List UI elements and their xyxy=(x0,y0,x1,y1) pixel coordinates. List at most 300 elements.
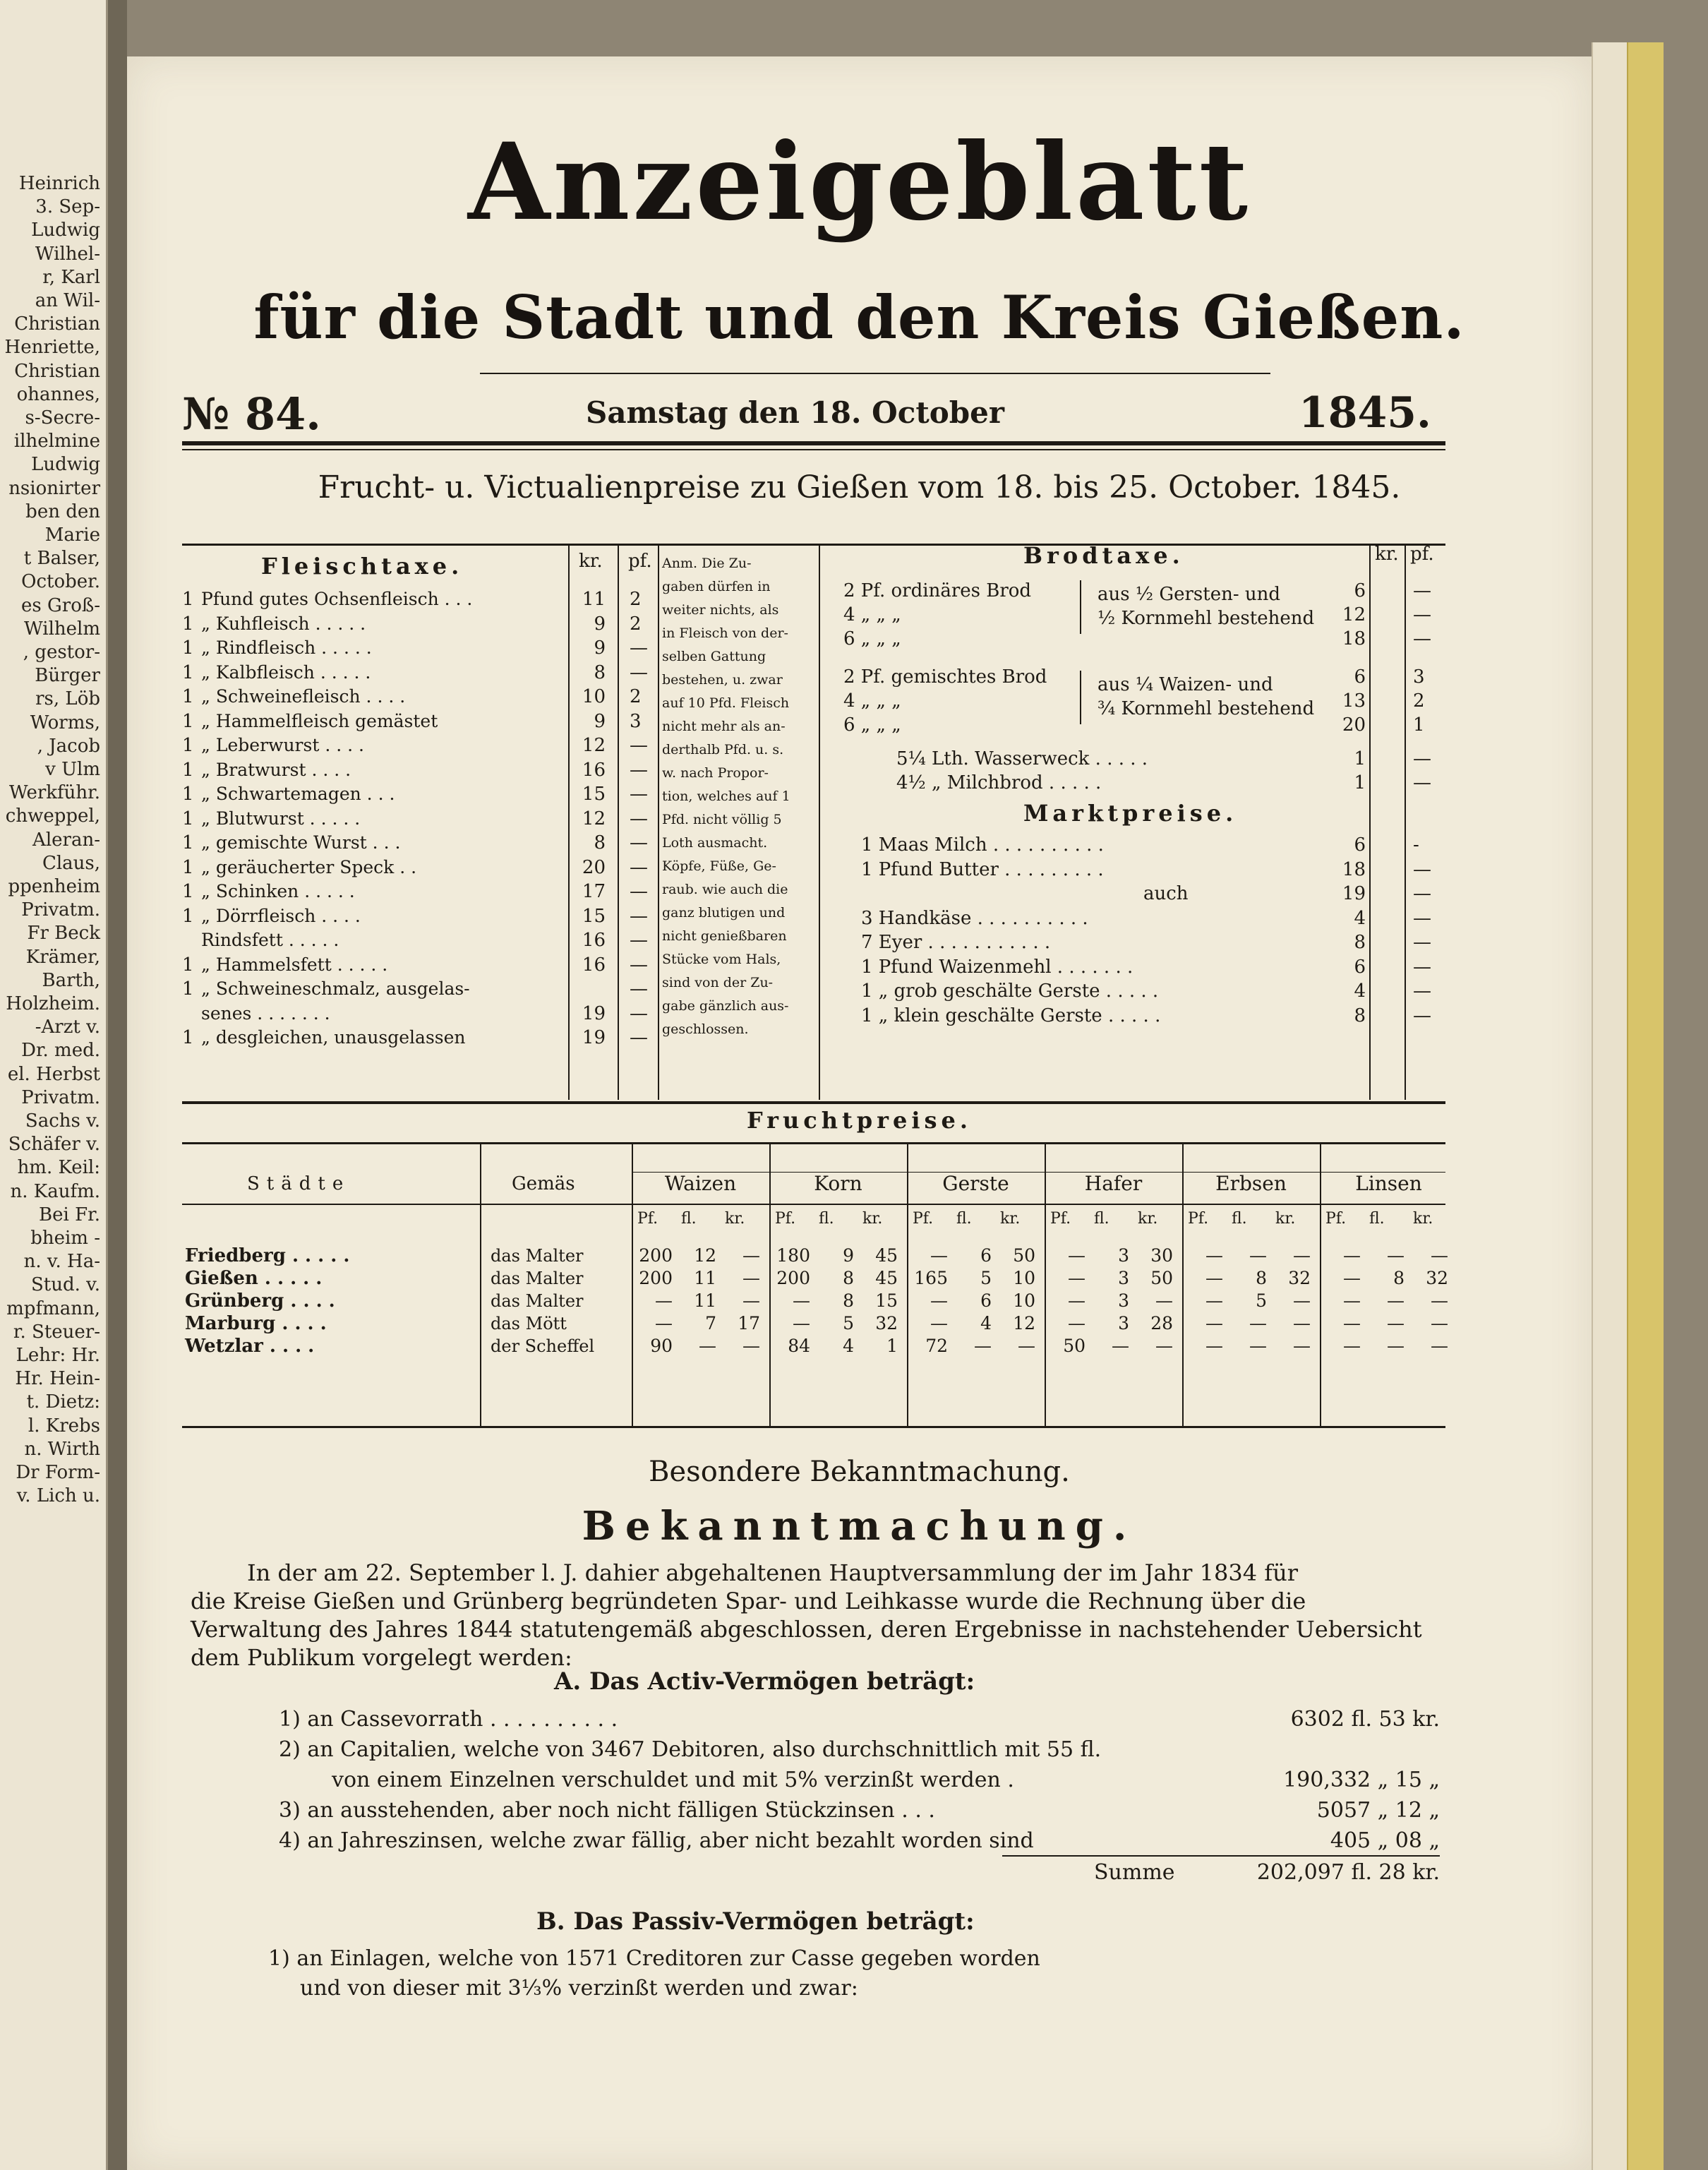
left-page-fragment: , Jacob xyxy=(37,735,100,757)
grain-subheader: kr. xyxy=(1275,1210,1296,1228)
frucht-cell: — xyxy=(1249,1336,1267,1356)
markt-kr: 8 xyxy=(1354,932,1366,953)
left-page-fragment: ohannes, xyxy=(16,383,100,405)
fleisch-kr: 9 xyxy=(594,613,606,635)
frucht-cell: — xyxy=(742,1336,760,1356)
brod-pf: — xyxy=(1413,748,1431,769)
left-page-fragment: Marie xyxy=(44,524,100,546)
frucht-cell: 32 xyxy=(875,1313,898,1333)
fleisch-kr: 19 xyxy=(582,1027,606,1048)
fruchtpreise-heading: Fruchtpreise. xyxy=(746,1107,973,1134)
left-page-fragment: nsionirter xyxy=(8,477,100,499)
frucht-cell: 84 xyxy=(788,1336,810,1356)
divider xyxy=(618,545,619,1100)
grain-subheader: fl. xyxy=(681,1210,697,1228)
frucht-cell: 4 xyxy=(843,1336,854,1356)
fleischtaxe-heading: Fleischtaxe. xyxy=(261,553,464,580)
grain-subheader: kr. xyxy=(862,1210,883,1228)
activ-amount: 6302 fl. 53 kr. xyxy=(1290,1707,1440,1732)
anmerkung-line: nicht genießbaren xyxy=(662,928,787,944)
markt-item: 1 Maas Milch . . . . . . . . . . xyxy=(861,834,1104,856)
frucht-cell: 6 xyxy=(980,1245,992,1266)
fleisch-qty: 1 xyxy=(182,856,194,878)
grain-header: Hafer xyxy=(1084,1172,1143,1195)
frucht-cell: 5 xyxy=(1256,1290,1267,1311)
frucht-cell: — xyxy=(1343,1268,1361,1288)
brod-pf: — xyxy=(1413,604,1431,625)
frucht-cell: 165 xyxy=(914,1268,948,1288)
fleisch-qty: 1 xyxy=(182,735,194,756)
fleisch-item: „ Kuhfleisch . . . . . xyxy=(201,613,366,634)
left-page-fragment: Sachs v. xyxy=(25,1110,100,1132)
left-page-fragment: n. v. Ha- xyxy=(23,1251,100,1273)
grain-subheader: Pf. xyxy=(1188,1210,1209,1228)
frucht-cell: — xyxy=(742,1268,760,1288)
activ-label: 4) an Jahreszinsen, welche zwar fällig, aber nicht bezahlt worden sind xyxy=(279,1828,1034,1853)
frucht-cell: 200 xyxy=(639,1268,673,1288)
frucht-cell: — xyxy=(1343,1336,1361,1356)
markt-kr: 4 xyxy=(1354,981,1366,1002)
brod-item: 4½ „ Milchbrod . . . . . xyxy=(896,772,1102,793)
frucht-cell: — xyxy=(1387,1336,1405,1356)
fleisch-kr: 16 xyxy=(582,954,606,976)
table-bottom-rule xyxy=(182,1101,1445,1104)
grain-subheader: fl. xyxy=(1094,1210,1109,1228)
gemaes-value: das Malter xyxy=(491,1246,584,1266)
grain-subheader: fl. xyxy=(1369,1210,1385,1228)
section-b-heading: B. Das Passiv-Vermögen beträgt: xyxy=(536,1907,975,1936)
anmerkung-line: bestehen, u. zwar xyxy=(662,672,783,688)
masthead-subtitle: für die Stadt und den Kreis Gießen. xyxy=(253,282,1465,352)
fleisch-kr: 15 xyxy=(582,784,606,805)
grain-header: Erbsen xyxy=(1215,1172,1287,1195)
fleisch-kr: 9 xyxy=(594,637,606,659)
left-page-fragment: v Ulm xyxy=(45,759,100,780)
brod-kr: 1 xyxy=(1354,772,1366,793)
frucht-cell: — xyxy=(1343,1290,1361,1311)
fleisch-qty: 1 xyxy=(182,905,194,927)
brod-pf: — xyxy=(1413,628,1431,649)
grain-header: Waizen xyxy=(664,1172,737,1195)
frucht-cell: 4 xyxy=(980,1313,992,1333)
frucht-cell: — xyxy=(1431,1290,1448,1311)
anmerkung-line: ganz blutigen und xyxy=(662,905,786,921)
stadt-name: Wetzlar . . . . xyxy=(185,1336,315,1357)
fleisch-kr: 15 xyxy=(582,905,606,927)
brace xyxy=(1080,671,1081,724)
paragraph-line: In der am 22. September l. J. dahier abgehaltenen Hauptversammlung der im Jahr 1834 für xyxy=(247,1559,1298,1586)
fleisch-qty: 1 xyxy=(182,832,194,853)
grain-subheader: kr. xyxy=(1000,1210,1021,1228)
left-page-fragment: Claus, xyxy=(42,852,100,874)
left-page-fragment: 3. Sep- xyxy=(35,196,100,218)
anmerkung-line: Köpfe, Füße, Ge- xyxy=(662,858,776,874)
fleisch-kr: 8 xyxy=(594,832,606,853)
frucht-header-rule xyxy=(182,1204,1445,1205)
markt-kr: 19 xyxy=(1342,883,1366,904)
stadt-name: Grünberg . . . . xyxy=(185,1290,335,1312)
brodtaxe-heading: Brodtaxe. xyxy=(1023,542,1184,569)
frucht-cell: 11 xyxy=(694,1268,716,1288)
issue-date: Samstag den 18. October xyxy=(586,395,1004,430)
summe-amount: 202,097 fl. 28 kr. xyxy=(1256,1860,1440,1885)
frucht-cell: — xyxy=(1431,1336,1448,1356)
fleisch-qty: 1 xyxy=(182,589,194,610)
frucht-cell: — xyxy=(1205,1313,1223,1333)
fleisch-item: „ Leberwurst . . . . xyxy=(201,735,364,755)
fleisch-item: Rindsfett . . . . . xyxy=(201,930,339,950)
markt-pf: — xyxy=(1413,907,1431,929)
left-page-fragment: Wilhelm xyxy=(24,618,100,640)
frucht-cell: 8 xyxy=(843,1268,854,1288)
brod-item: 6 „ „ „ xyxy=(843,628,901,649)
brod-item: 4 „ „ „ xyxy=(843,604,901,625)
fleisch-item: „ gemischte Wurst . . . xyxy=(201,832,401,853)
brod-pf: 1 xyxy=(1413,714,1425,736)
fleisch-pf: — xyxy=(630,808,648,829)
besondere-heading: Besondere Bekanntmachung. xyxy=(649,1456,1070,1488)
anmerkung-line: selben Gattung xyxy=(662,649,766,664)
frucht-cell: — xyxy=(1112,1336,1129,1356)
markt-item: 3 Handkäse . . . . . . . . . . xyxy=(861,907,1088,929)
fleisch-pf: — xyxy=(630,832,648,853)
paragraph-line: die Kreise Gießen und Grünberg begründeten Spar- und Leihkasse wurde die Rechnung über die xyxy=(191,1588,1306,1614)
passiv-line: und von dieser mit 3⅓% verzinßt werden und zwar: xyxy=(300,1976,858,2001)
anmerkung-line: derthalb Pfd. u. s. xyxy=(662,742,784,757)
frucht-cell: — xyxy=(974,1336,992,1356)
frucht-cell: — xyxy=(1068,1313,1085,1333)
fleisch-qty: 1 xyxy=(182,613,194,635)
gemaes-value: der Scheffel xyxy=(491,1336,595,1356)
frucht-cell: — xyxy=(742,1245,760,1266)
markt-pf: — xyxy=(1413,932,1431,953)
issue-number: № 84. xyxy=(182,388,321,440)
left-page-fragment: Ludwig xyxy=(31,454,100,476)
left-page-fragment: ilhelmine xyxy=(13,431,100,452)
frucht-cell: — xyxy=(1293,1245,1311,1266)
divider xyxy=(1405,545,1406,1100)
grain-subheader: fl. xyxy=(1232,1210,1247,1228)
frucht-cell: — xyxy=(1387,1245,1405,1266)
frucht-cell: 45 xyxy=(875,1268,898,1288)
left-page-fragment: n. Wirth xyxy=(24,1438,100,1460)
fleisch-pf: — xyxy=(630,637,648,659)
anmerkung-line: Stücke vom Hals, xyxy=(662,952,781,967)
divider xyxy=(568,545,570,1100)
frucht-cell: 32 xyxy=(1426,1268,1448,1288)
frucht-cell: 17 xyxy=(738,1313,760,1333)
stadt-name: Marburg . . . . xyxy=(185,1313,327,1334)
section-a-heading: A. Das Activ-Vermögen beträgt: xyxy=(554,1667,975,1696)
divider xyxy=(480,1144,481,1426)
anmerkung-line: tion, welches auf 1 xyxy=(662,789,790,804)
left-page-fragment: v. Lich u. xyxy=(16,1485,100,1507)
masthead-rule xyxy=(480,373,1270,374)
grain-subheader: Pf. xyxy=(1325,1210,1347,1228)
fleisch-item: Pfund gutes Ochsenfleisch . . . xyxy=(201,589,473,609)
paragraph-line: dem Publikum vorgelegt werden: xyxy=(191,1644,572,1671)
frucht-cell: 5 xyxy=(843,1313,854,1333)
brace xyxy=(1080,580,1081,634)
frucht-cell: — xyxy=(1205,1268,1223,1288)
left-page-fragment: el. Herbst xyxy=(7,1063,100,1085)
grain-subheader: fl. xyxy=(956,1210,972,1228)
left-page-fragment: chweppel, xyxy=(5,805,100,827)
left-page-fragment: Heinrich xyxy=(18,173,100,194)
left-page-fragment: Dr. med. xyxy=(21,1040,100,1062)
fleisch-kr: 12 xyxy=(582,735,606,756)
markt-pf: — xyxy=(1413,956,1431,978)
left-page-fragment: Barth, xyxy=(42,969,100,991)
fleisch-pf: — xyxy=(630,930,648,951)
fleisch-pf: — xyxy=(630,856,648,878)
frucht-cell: — xyxy=(1155,1290,1173,1311)
left-page-fragment: Fr Beck xyxy=(27,923,100,945)
markt-item: 1 Pfund Waizenmehl . . . . . . . xyxy=(861,956,1133,978)
frucht-bottom-rule xyxy=(182,1426,1445,1428)
left-page-fragment: Christian xyxy=(14,313,100,335)
frucht-cell: 12 xyxy=(1013,1313,1035,1333)
markt-pf: — xyxy=(1413,858,1431,880)
gemaes-value: das Mött xyxy=(491,1314,567,1333)
left-page-fragment: Ludwig xyxy=(31,220,100,241)
left-page-fragment: r. Steuer- xyxy=(13,1321,100,1343)
anmerkung-line: w. nach Propor- xyxy=(662,765,769,781)
brod-item: 2 Pf. gemischtes Brod xyxy=(843,666,1047,688)
anmerkung-line: in Fleisch von der- xyxy=(662,625,788,641)
brod-kr: 6 xyxy=(1354,580,1366,601)
masthead-title: Anzeigeblatt xyxy=(468,120,1251,244)
fleisch-pf: 2 xyxy=(630,613,642,635)
left-page-fragment: , gestor- xyxy=(23,642,100,663)
summe-label: Summe xyxy=(1094,1860,1175,1885)
stadt-name: Friedberg . . . . . xyxy=(185,1245,350,1266)
frucht-cell: 8 xyxy=(1393,1268,1405,1288)
brod-note-1b: ½ Kornmehl bestehend xyxy=(1097,608,1315,629)
left-page-fragment: Werkführ. xyxy=(8,782,100,804)
fleisch-item: „ Bratwurst . . . . xyxy=(201,759,351,780)
grain-header: Linsen xyxy=(1355,1172,1422,1195)
left-page-fragment: Henriette, xyxy=(4,337,100,359)
left-page-fragment: Privatm. xyxy=(21,899,100,921)
book-binding xyxy=(106,0,127,2170)
left-page-fragment: Dr Form- xyxy=(16,1462,100,1483)
markt-item: 1 „ klein geschälte Gerste . . . . . xyxy=(861,1005,1161,1026)
brod-note-2b: ¾ Kornmehl bestehend xyxy=(1097,698,1315,719)
frucht-cell: — xyxy=(699,1336,716,1356)
fleisch-qty: 1 xyxy=(182,637,194,659)
markt-item: 1 Pfund Butter . . . . . . . . . xyxy=(861,858,1104,880)
fleisch-kr: 20 xyxy=(582,856,606,878)
brod-kr: 6 xyxy=(1354,666,1366,688)
markt-kr: 8 xyxy=(1354,1005,1366,1026)
frucht-cell: 180 xyxy=(776,1245,810,1266)
markt-kr: 4 xyxy=(1354,907,1366,929)
frucht-cell: 1 xyxy=(886,1336,898,1356)
fleisch-pf: 3 xyxy=(630,710,642,732)
left-page-fragment: mpfmann, xyxy=(6,1297,100,1319)
markt-pf: — xyxy=(1413,1005,1431,1026)
left-page-fragment: Krämer, xyxy=(25,946,100,968)
fleisch-kr: 17 xyxy=(582,881,606,902)
brod-kr: 12 xyxy=(1342,604,1366,625)
fleisch-qty: 1 xyxy=(182,661,194,683)
fleisch-kr: 16 xyxy=(582,759,606,781)
frucht-cell: — xyxy=(930,1313,948,1333)
brod-item: 4 „ „ „ xyxy=(843,690,901,712)
paragraph-line: Verwaltung des Jahres 1844 statutengemäß abgeschlossen, deren Ergebnisse in nachstehender Uebersicht xyxy=(191,1616,1422,1643)
fleisch-qty: 1 xyxy=(182,686,194,707)
newspaper-page xyxy=(127,56,1592,2170)
frucht-cell: 5 xyxy=(980,1268,992,1288)
fleisch-pf: 2 xyxy=(630,589,642,610)
brod-pf: 2 xyxy=(1413,690,1425,712)
fleisch-kr-header: kr. xyxy=(579,551,603,572)
frucht-top-rule xyxy=(182,1142,1445,1144)
left-page-fragment: Schäfer v. xyxy=(8,1134,100,1156)
brod-item: 6 „ „ „ xyxy=(843,714,901,736)
left-page-fragment: t Balser, xyxy=(23,548,100,570)
fleisch-item: „ desgleichen, unausgelassen xyxy=(201,1027,466,1048)
frucht-cell: — xyxy=(1205,1290,1223,1311)
anmerkung-line: nicht mehr als an- xyxy=(662,719,786,734)
brod-pf: — xyxy=(1413,580,1431,601)
fleisch-kr: 19 xyxy=(582,1002,606,1024)
stadt-name: Gießen . . . . . xyxy=(185,1268,323,1289)
fleisch-pf: — xyxy=(630,735,648,756)
grain-subheader: fl. xyxy=(819,1210,834,1228)
frucht-cell: 12 xyxy=(694,1245,716,1266)
grain-subheader: kr. xyxy=(725,1210,745,1228)
frucht-cell: — xyxy=(742,1290,760,1311)
frucht-cell: 10 xyxy=(1013,1290,1035,1311)
markt-pf: - xyxy=(1413,834,1419,856)
brod-item: 5¼ Lth. Wasserweck . . . . . xyxy=(896,748,1148,769)
activ-label: 1) an Cassevorrath . . . . . . . . . . xyxy=(279,1707,618,1732)
divider xyxy=(1369,545,1371,1100)
frucht-cell: — xyxy=(655,1290,673,1311)
activ-label: 3) an ausstehenden, aber noch nicht fälligen Stückzinsen . . . xyxy=(279,1798,935,1823)
fleisch-pf: — xyxy=(630,1002,648,1024)
frucht-cell: 200 xyxy=(776,1268,810,1288)
brod-pf: — xyxy=(1413,772,1431,793)
fleisch-kr: 16 xyxy=(582,930,606,951)
table-top-rule xyxy=(182,544,1445,546)
fleisch-kr: 12 xyxy=(582,808,606,829)
frucht-cell: — xyxy=(793,1313,810,1333)
frucht-cell: — xyxy=(1431,1313,1448,1333)
brod-kr: 18 xyxy=(1342,628,1366,649)
left-page-fragment: ben den xyxy=(25,500,100,522)
bekanntmachung-title: Bekanntmachung. xyxy=(582,1503,1137,1549)
markt-item: 1 „ grob geschälte Gerste . . . . . xyxy=(861,981,1159,1002)
fleisch-qty: 1 xyxy=(182,710,194,732)
grain-subheader: kr. xyxy=(1413,1210,1433,1228)
frucht-cell: — xyxy=(655,1313,673,1333)
left-page-fragment: Aleran- xyxy=(32,829,100,851)
markt-item: auch xyxy=(1143,883,1189,904)
frucht-cell: 7 xyxy=(705,1313,716,1333)
anmerkung-line: Loth ausmacht. xyxy=(662,835,768,851)
fleisch-item: „ Schweineschmalz, ausgelas- xyxy=(201,978,470,999)
brod-kr: 1 xyxy=(1354,748,1366,769)
brod-pf-header: pf. xyxy=(1410,544,1434,565)
fleisch-item: senes . . . . . . . xyxy=(201,1002,330,1024)
frucht-cell: — xyxy=(1155,1336,1173,1356)
fleisch-pf: — xyxy=(630,881,648,902)
brod-kr-header: kr. xyxy=(1375,544,1399,565)
gemaes-header: Gemäs xyxy=(512,1173,575,1194)
brod-kr: 13 xyxy=(1342,690,1366,712)
left-page-fragment: es Groß- xyxy=(21,594,100,616)
activ-label: 2) an Capitalien, welche von 3467 Debitoren, also durchschnittlich mit 55 fl. xyxy=(279,1737,1102,1762)
grain-subheader: Pf. xyxy=(775,1210,796,1228)
grain-header: Korn xyxy=(814,1172,862,1195)
anmerkung-line: gaben dürfen in xyxy=(662,579,771,594)
fleisch-kr: 9 xyxy=(594,710,606,732)
frucht-cell: 8 xyxy=(843,1290,854,1311)
header-thick-rule xyxy=(182,441,1445,445)
left-page-fragment: bheim - xyxy=(30,1228,100,1249)
frucht-cell: 3 xyxy=(1118,1268,1129,1288)
frucht-cell: 50 xyxy=(1063,1336,1085,1356)
frucht-cell: — xyxy=(1249,1313,1267,1333)
fleisch-kr: 8 xyxy=(594,661,606,683)
issue-year: 1845. xyxy=(1299,388,1431,438)
divider xyxy=(819,545,820,1100)
grain-subheader: Pf. xyxy=(1050,1210,1071,1228)
fleisch-item: „ Blutwurst . . . . . xyxy=(201,808,361,829)
frucht-cell: 32 xyxy=(1288,1268,1311,1288)
anmerkung-line: raub. wie auch die xyxy=(662,882,788,897)
frucht-cell: — xyxy=(1293,1313,1311,1333)
frucht-cell: 50 xyxy=(1013,1245,1035,1266)
frucht-cell: — xyxy=(793,1290,810,1311)
left-page-fragment: s-Secre- xyxy=(25,407,100,428)
fleisch-item: „ Dörrfleisch . . . . xyxy=(201,905,361,926)
fleisch-item: „ Schweinefleisch . . . . xyxy=(201,686,406,707)
frucht-cell: 28 xyxy=(1150,1313,1173,1333)
grain-subheader: Pf. xyxy=(637,1210,658,1228)
frucht-cell: — xyxy=(1293,1336,1311,1356)
frucht-cell: — xyxy=(1343,1245,1361,1266)
fleisch-pf: — xyxy=(630,905,648,927)
book-cover-edge xyxy=(1627,42,1664,2170)
left-page-fragment: Privatm. xyxy=(21,1086,100,1108)
frucht-cell: 6 xyxy=(980,1290,992,1311)
left-page-fragment: Bei Fr. xyxy=(39,1204,100,1225)
markt-kr: 18 xyxy=(1342,858,1366,880)
fleisch-pf: — xyxy=(630,784,648,805)
grain-subheader: Pf. xyxy=(913,1210,934,1228)
anmerkung-line: sind von der Zu- xyxy=(662,975,774,990)
fleisch-pf: — xyxy=(630,978,648,1000)
frucht-cell: 45 xyxy=(875,1245,898,1266)
passiv-line: 1) an Einlagen, welche von 1571 Creditoren zur Casse gegeben worden xyxy=(268,1946,1040,1971)
activ-label: von einem Einzelnen verschuldet und mit 5% verzinßt werden . xyxy=(332,1768,1014,1792)
left-page-fragment: Holzheim. xyxy=(6,993,100,1014)
left-page-fragment: Hr. Hein- xyxy=(15,1368,100,1390)
fleisch-qty: 1 xyxy=(182,881,194,902)
markt-pf: — xyxy=(1413,883,1431,904)
gemaes-value: das Malter xyxy=(491,1269,584,1288)
left-page-fragment: Worms, xyxy=(30,712,100,733)
frucht-cell: — xyxy=(1205,1336,1223,1356)
left-page-fragment: hm. Keil: xyxy=(17,1157,100,1179)
fleisch-pf-header: pf. xyxy=(628,551,652,572)
fleisch-kr: 11 xyxy=(582,589,606,610)
fleisch-pf: 2 xyxy=(630,686,642,707)
